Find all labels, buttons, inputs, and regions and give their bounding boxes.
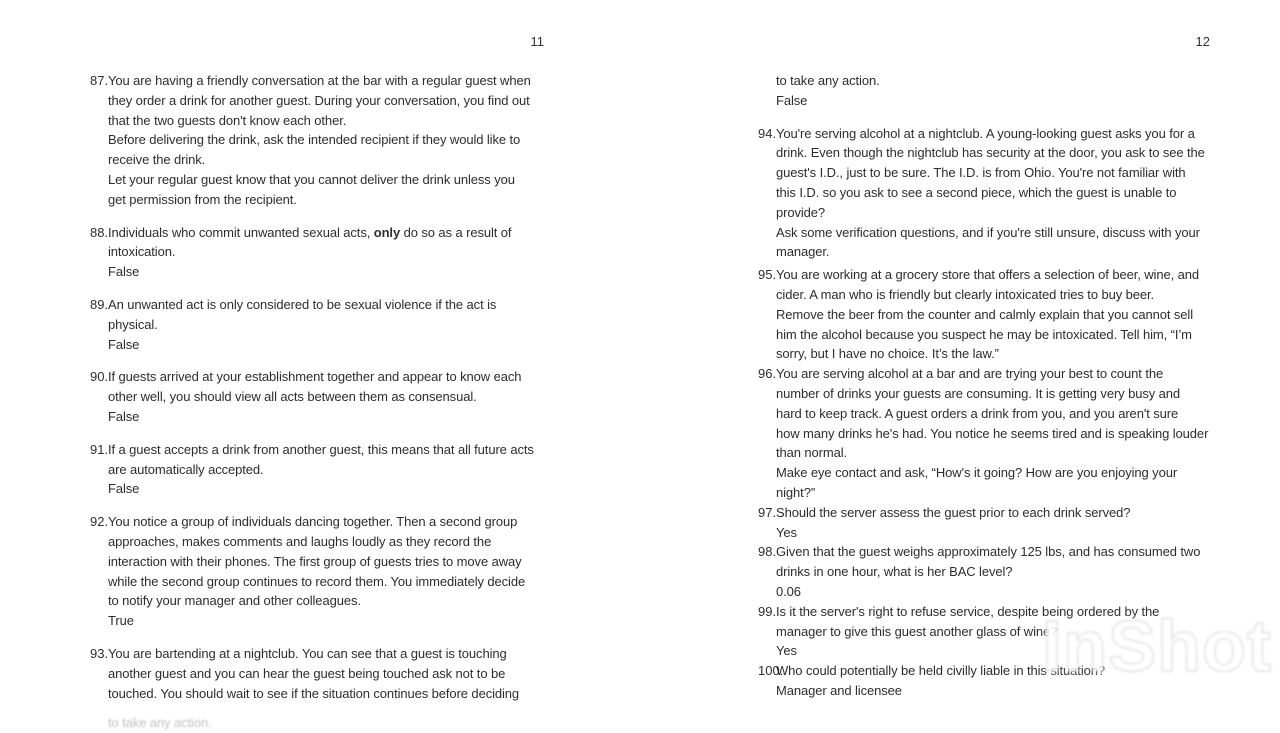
question-number: 92. — [90, 514, 109, 530]
text-line: Is it the server's right to refuse service, despite being ordered by the — [776, 603, 1160, 619]
text-line: touched. You should wait to see if the situation continues before deciding — [108, 685, 520, 701]
text-line: receive the drink. — [108, 152, 206, 168]
text-line: False — [108, 336, 140, 352]
question-97 — [758, 503, 1233, 543]
page-11-content — [90, 71, 565, 703]
text-line: Who could potentially be held civilly liable in this situation? — [776, 663, 1105, 679]
text-line: how many drinks he's had. You notice he seems tired and is speaking louder — [776, 425, 1209, 441]
text-line: drinks in one hour, what is her BAC level? — [776, 564, 1013, 580]
text-line: cider. A man who is friendly but clearly intoxicated tries to buy beer. — [776, 286, 1155, 302]
page-number-right: 12 — [1195, 34, 1210, 49]
question-87 — [90, 71, 565, 210]
text-line: False — [108, 264, 140, 280]
text-line: than normal. — [776, 445, 848, 461]
text-line: You're serving alcohol at a nightclub. A young-looking guest asks you for a — [776, 125, 1195, 141]
cutoff-text: to take any action. — [108, 715, 212, 730]
text-line: him the alcohol because you suspect he may be intoxicated. Tell him, “I’m — [776, 326, 1192, 342]
text-line: If guests arrived at your establishment together and appear to know each — [108, 369, 522, 385]
text-line: night?” — [776, 484, 816, 500]
text-line: An unwanted act is only considered to be sexual violence if the act is — [108, 296, 497, 312]
text-line: they order a drink for another guest. During your conversation, you find out — [108, 92, 530, 108]
text-line: get permission from the recipient. — [108, 191, 297, 207]
text-line: You notice a group of individuals dancing together. Then a second group — [108, 514, 518, 530]
text-line: provide? — [776, 204, 826, 220]
text-line: are automatically accepted. — [108, 461, 264, 477]
text-line: False — [108, 481, 140, 497]
text-line: another guest and you can hear the guest being touched ask not to be — [108, 665, 506, 681]
text-line: Manager and licensee — [776, 682, 902, 698]
question-number: 99. — [758, 603, 777, 619]
text-line: Yes — [776, 524, 797, 540]
question-91 — [90, 440, 565, 499]
text-line: 0.06 — [776, 583, 801, 599]
question-number: 87. — [90, 73, 109, 88]
text-line: to take any action. — [776, 73, 880, 88]
text-line: intoxication. — [108, 244, 176, 260]
cutoff-text-line — [108, 713, 212, 730]
text-line: to notify your manager and other colleagues. — [108, 593, 361, 609]
text-line: that the two guests don't know each other. — [108, 112, 347, 128]
question-95 — [758, 265, 1233, 364]
question-number: 89. — [90, 296, 109, 312]
text-line: interaction with their phones. The first group of guests tries to move away — [108, 553, 522, 569]
text-line: other well, you should view all acts between them as consensual. — [108, 389, 477, 405]
question-number: 100. — [758, 663, 784, 679]
question-continuation — [758, 71, 1233, 111]
text-line: physical. — [108, 316, 158, 332]
text-line: If a guest accepts a drink from another guest, this means that all future acts — [108, 441, 534, 457]
text-line: Let your regular guest know that you cannot deliver the drink unless you — [108, 171, 515, 187]
text-line: approaches, makes comments and laughs loudly as they record the — [108, 533, 492, 549]
text-line: True — [108, 613, 134, 629]
text-line: manager. — [776, 244, 830, 260]
question-number: 95. — [758, 267, 777, 283]
question-88 — [90, 223, 565, 282]
question-number: 93. — [90, 645, 109, 661]
question-number: 97. — [758, 504, 777, 520]
question-number: 90. — [90, 369, 109, 385]
text-line: Before delivering the drink, ask the intended recipient if they would like to — [108, 132, 521, 148]
question-100 — [758, 661, 1233, 701]
question-94 — [758, 124, 1233, 263]
page-12-content — [758, 71, 1233, 701]
question-92 — [90, 512, 565, 631]
question-number: 94. — [758, 125, 777, 141]
text-line: this I.D. so you ask to see a second piece, which the guest is unable to — [776, 184, 1177, 200]
text-line: manager to give this guest another glass of wine? — [776, 623, 1058, 639]
text-line: while the second group continues to record them. You immediately decide — [108, 573, 526, 589]
text-line: number of drinks your guests are consuming. It is getting very busy and — [776, 385, 1181, 401]
text-line: sorry, but I have no choice. It’s the law.” — [776, 346, 999, 362]
question-number: 96. — [758, 366, 777, 382]
text-line: drink. Even though the nightclub has security at the door, you ask to see the — [776, 145, 1205, 161]
question-89 — [90, 295, 565, 354]
page-number-left: 11 — [530, 34, 544, 49]
text-line: Given that the guest weighs approximately 125 lbs, and has consumed two — [776, 544, 1201, 560]
question-number: 98. — [758, 544, 777, 560]
text-line: False — [776, 92, 808, 108]
text-line: hard to keep track. A guest orders a drink from you, and you aren't sure — [776, 405, 1179, 421]
question-number: 88. — [90, 224, 109, 240]
text-line: Ask some verification questions, and if you're still unsure, discuss with your — [776, 224, 1200, 240]
text-line: Individuals who commit unwanted sexual acts, only do so as a result of — [108, 224, 512, 240]
question-98 — [758, 542, 1233, 601]
text-line: You are working at a grocery store that offers a selection of beer, wine, and — [776, 267, 1200, 283]
question-90 — [90, 367, 565, 426]
text-line: Yes — [776, 643, 797, 659]
inshot-watermark: InShot — [1042, 607, 1272, 687]
text-line: Should the server assess the guest prior to each drink served? — [776, 504, 1131, 520]
question-number: 91. — [90, 441, 109, 457]
question-99 — [758, 602, 1233, 661]
text-line: Remove the beer from the counter and calmly explain that you cannot sell — [776, 306, 1193, 322]
text-line: You are having a friendly conversation at the bar with a regular guest when — [108, 73, 531, 88]
text-line: Make eye contact and ask, “How's it going? How are you enjoying your — [776, 465, 1178, 481]
question-93 — [90, 644, 565, 703]
text-line: You are bartending at a nightclub. You can see that a guest is touching — [108, 645, 507, 661]
text-line: False — [108, 408, 140, 424]
question-96 — [758, 364, 1233, 503]
text-line: guest's I.D., just to be sure. The I.D. is from Ohio. You're not familiar with — [776, 165, 1186, 181]
text-line: You are serving alcohol at a bar and are trying your best to count the — [776, 366, 1164, 382]
